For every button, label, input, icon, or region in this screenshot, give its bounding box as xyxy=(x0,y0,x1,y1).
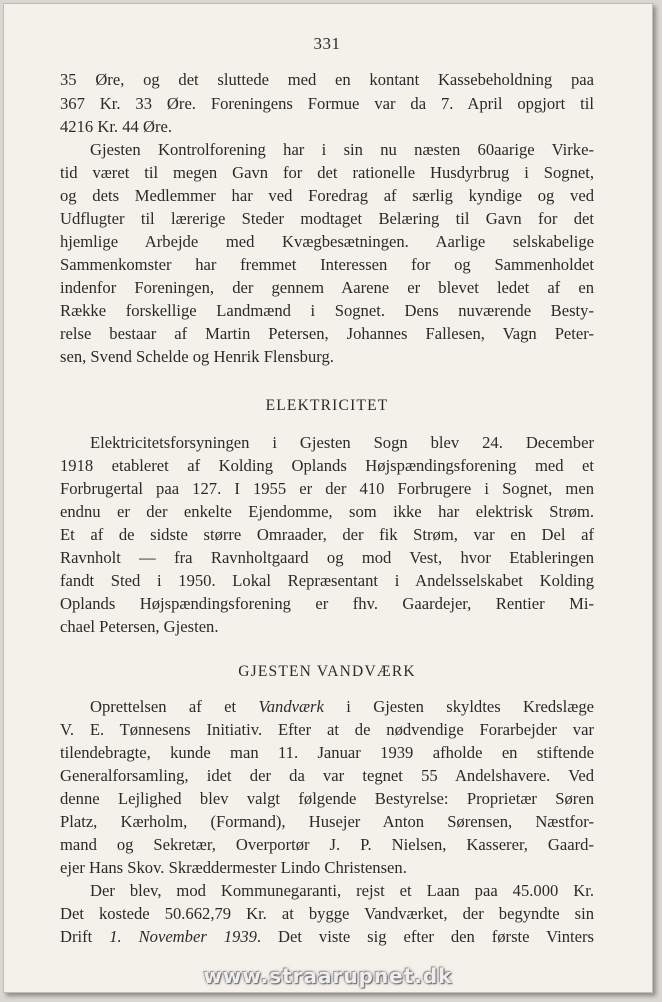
text-line: endnu er der enkelte Ejendomme, som ikke har elektrisk Strøm. xyxy=(60,502,594,521)
text-line: og dets Medlemmer har ved Foredrag af særlig kyndige og ved xyxy=(60,186,594,205)
text-line: chael Petersen, Gjesten. xyxy=(60,617,219,636)
italic-text: 1. November 1939 xyxy=(109,927,257,946)
page-number: 331 xyxy=(313,34,341,53)
text-line: tid været til megen Gavn for det rationelle Husdyrbrug i Sognet, xyxy=(60,163,594,182)
text-line: ejer Hans Skov. Skræddermester Lindo Christensen. xyxy=(60,858,407,877)
text-line: tilendebragte, kunde man 11. Januar 1939 afholde en stiftende xyxy=(60,743,594,762)
text-line: Forbrugertal paa 127. I 1955 er der 410 Forbrugere i Sognet, men xyxy=(60,479,594,498)
document-page xyxy=(3,3,653,993)
text-line: 35 Øre, og det sluttede med en kontant Kassebeholdning paa xyxy=(60,70,594,89)
text-line: Der blev, mod Kommunegaranti, rejst et Laan paa 45.000 Kr. xyxy=(90,881,594,900)
text-line: Et af de sidste større Omraader, der fik Strøm, var en Del af xyxy=(60,525,594,544)
text-line: relse bestaar af Martin Petersen, Johannes Fallesen, Vagn Peter- xyxy=(60,324,594,343)
text-line: Generalforsamling, idet der da var tegnet 55 Andelshavere. Ved xyxy=(60,766,594,785)
text-line: 1918 etableret af Kolding Oplands Højspændingsforening med et xyxy=(60,456,594,475)
text-line: mand og Sekretær, Overportør J. P. Nielsen, Kasserer, Gaard- xyxy=(60,835,594,854)
text-line: Oplands Højspændingsforening er fhv. Gaardejer, Rentier Mi- xyxy=(60,594,594,613)
text-line: Række forskellige Landmænd i Sognet. Dens nuværende Besty- xyxy=(60,301,594,320)
text-line: Platz, Kærholm, (Formand), Husejer Anton Sørensen, Næstfor- xyxy=(60,812,594,831)
text-line xyxy=(60,696,594,718)
text-line: hjemlige Arbejde med Kvægbesætningen. Aarlige selskabelige xyxy=(60,232,594,251)
section-heading-vandvaerk: GJESTEN VANDVÆRK xyxy=(238,663,416,680)
text-line: denne Lejlighed blev valgt følgende Bestyrelse: Proprietær Søren xyxy=(60,789,594,808)
text-line: 4216 Kr. 44 Øre. xyxy=(60,117,172,136)
text-run: Drift xyxy=(60,927,110,946)
text-line: sen, Svend Schelde og Henrik Flensburg. xyxy=(60,347,334,366)
text-line: fandt Sted i 1950. Lokal Repræsentant i Andelsselskabet Kolding xyxy=(60,571,594,590)
text-line: V. E. Tønnesens Initiativ. Efter at de nødvendige Forarbejder var xyxy=(60,720,594,739)
text-line: Udflugter til lærerige Steder modtaget Belæring til Gavn for det xyxy=(60,209,594,228)
italic-text: Vandværk xyxy=(258,697,324,716)
text-line: indenfor Foreningen, der gennem Aarene er blevet ledet af en xyxy=(60,278,594,297)
watermark: www.straarupnet.dk xyxy=(203,964,453,988)
text-line xyxy=(60,926,594,948)
text-line: Det kostede 50.662,79 Kr. at bygge Vandværket, der begyndte sin xyxy=(60,904,594,923)
text-run: Oprettelsen af et xyxy=(90,697,259,716)
section-heading-elektricitet: ELEKTRICITET xyxy=(265,397,389,414)
text-run: i Gjesten skyldtes Kredslæge xyxy=(323,697,594,716)
text-line: Gjesten Kontrolforening har i sin nu næsten 60aarige Virke- xyxy=(90,140,594,159)
text-run: . Det viste sig efter den første Vinters xyxy=(256,927,594,946)
text-line: Sammenkomster har fremmet Interessen for og Sammenholdet xyxy=(60,255,594,274)
text-line: Ravnholt — fra Ravnholtgaard og mod Vest, hvor Etableringen xyxy=(60,548,594,567)
text-line: Elektricitetsforsyningen i Gjesten Sogn blev 24. December xyxy=(90,433,594,452)
text-line: 367 Kr. 33 Øre. Foreningens Formue var da 7. April opgjort til xyxy=(60,94,594,113)
